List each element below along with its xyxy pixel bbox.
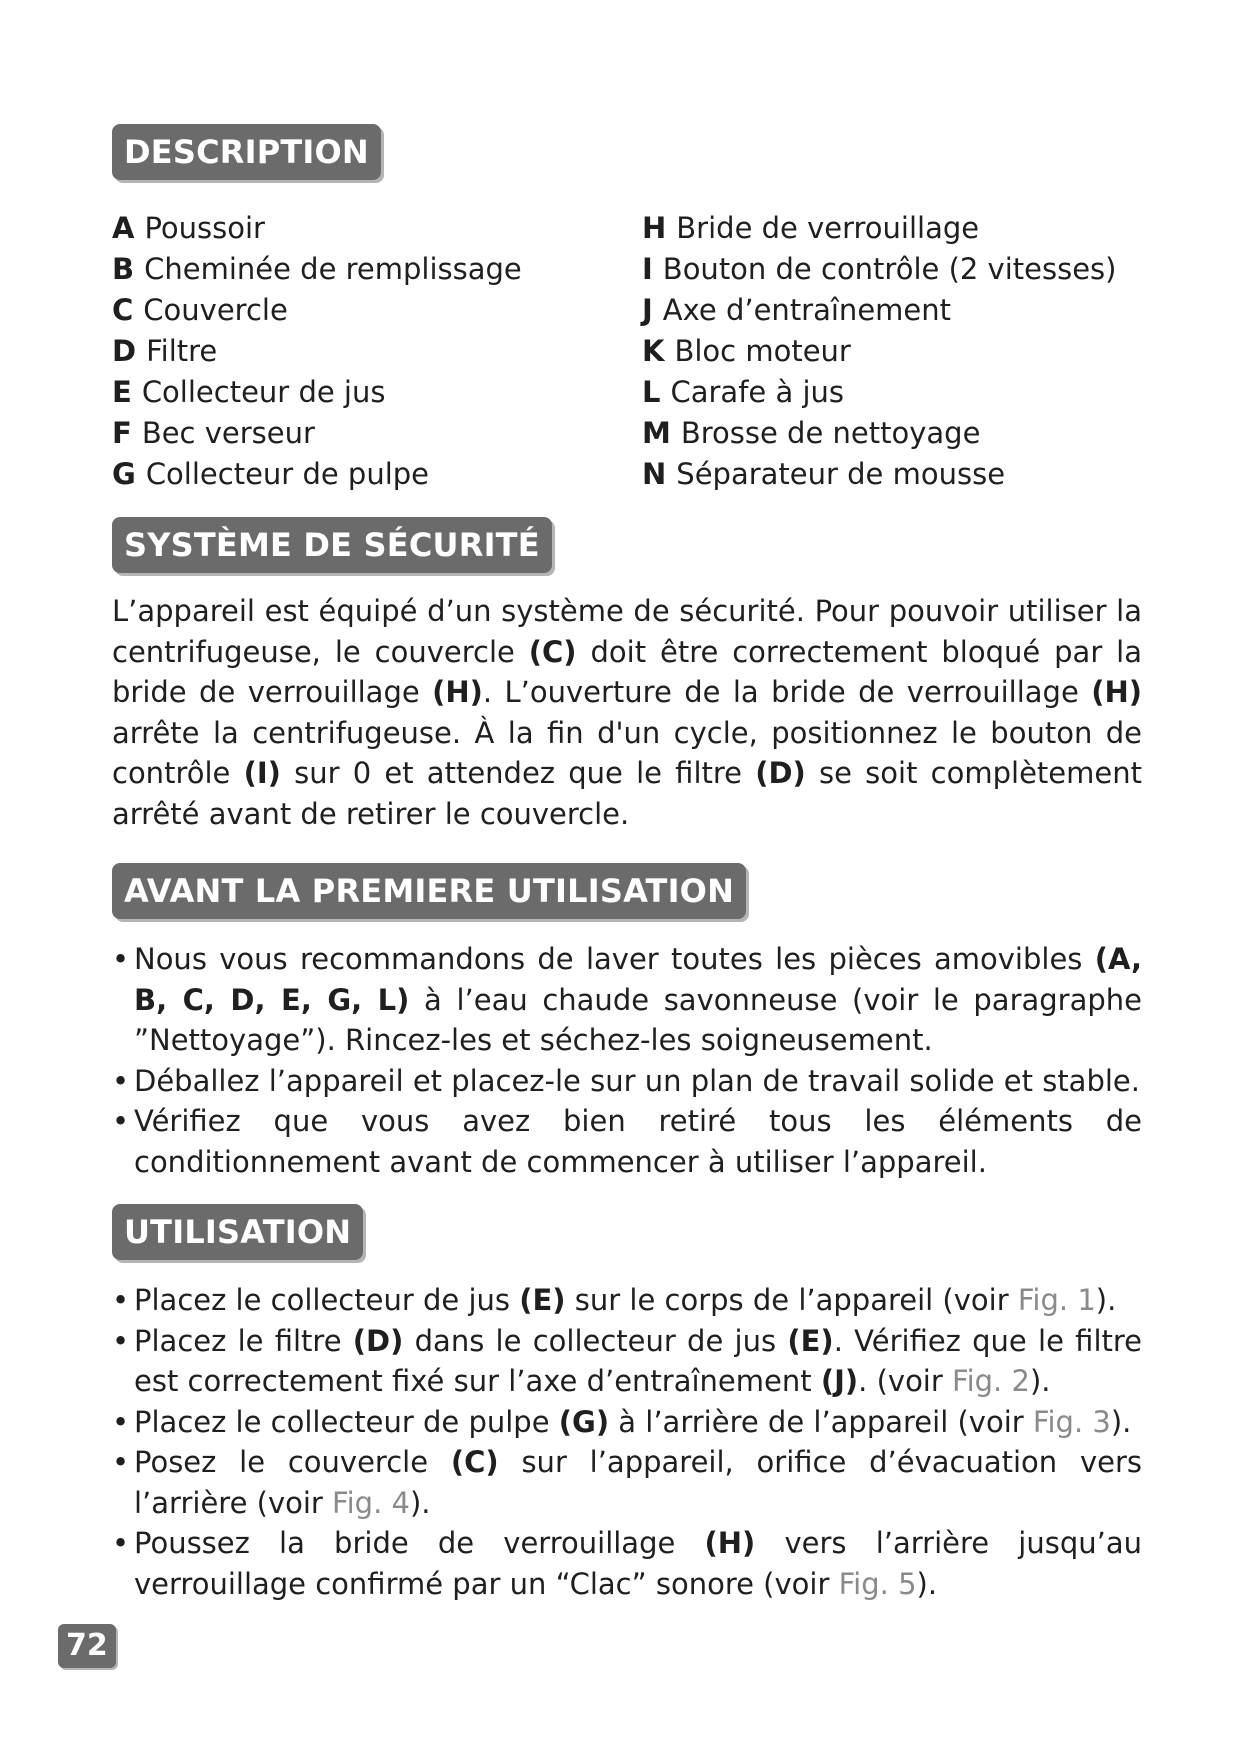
list-item <box>112 1442 1142 1523</box>
text: L’appareil est équipé d’un système de sécurité. Pour pouvoir utiliser la centrifugeuse, le couvercle <box>112 594 1142 669</box>
text: ). <box>409 1485 431 1520</box>
part-label: Brosse de nettoyage <box>680 416 981 450</box>
text: ). <box>1029 1364 1051 1398</box>
part-item <box>642 331 1142 372</box>
text: vers l’arrière jusqu’au verrouillage confirmé par un “Clac” sonore (voir <box>134 1526 1142 1601</box>
part-letter: A <box>112 211 135 245</box>
part-letter: D <box>112 334 137 368</box>
text: Placez le collecteur de jus <box>134 1283 520 1317</box>
part-item <box>642 208 1142 249</box>
part-item <box>642 454 1142 495</box>
text: Placez le filtre <box>134 1323 353 1358</box>
part-letter: B <box>112 252 135 286</box>
part-label: Couvercle <box>143 293 288 327</box>
text: ). <box>1095 1283 1117 1317</box>
part-label: Séparateur de mousse <box>676 457 1006 491</box>
part-item <box>642 413 1142 454</box>
part-label: Bride de verrouillage <box>676 211 980 245</box>
text: Poussez la bride de verrouillage <box>134 1526 705 1560</box>
text: Déballez l’appareil et placez-le sur un plan de travail solide et stable. <box>134 1063 1140 1098</box>
part-label: Poussoir <box>144 211 265 245</box>
text: doit être correctement bloqué par la bride de verrouillage <box>112 634 1142 709</box>
part-label: Bec verseur <box>141 416 315 450</box>
before-first-use-section <box>112 863 1142 1182</box>
part-item <box>642 249 1142 290</box>
text: dans le collecteur de jus <box>403 1323 788 1358</box>
list-item <box>112 1280 1142 1321</box>
part-item <box>112 454 642 495</box>
text: à l’arrière de l’appareil (voir <box>609 1404 1033 1439</box>
before-first-use-list <box>112 939 1142 1182</box>
part-item <box>642 290 1142 331</box>
figure-reference: Fig. 5 <box>838 1566 917 1601</box>
ref-letter: (E) <box>787 1323 834 1358</box>
part-label: Bloc moteur <box>674 334 851 368</box>
usage-section <box>112 1204 1142 1604</box>
list-item <box>112 1061 1142 1102</box>
part-letter: C <box>112 293 134 327</box>
ref-letter: (A, B, C, D, E, G, L) <box>134 942 1142 1017</box>
text: . L’ouverture de la bride de verrouillage <box>482 675 1092 709</box>
usage-heading: UTILISATION <box>112 1204 363 1260</box>
list-item <box>112 1321 1142 1402</box>
part-letter: J <box>642 293 653 327</box>
text: sur le corps de l’appareil (voir <box>565 1283 1018 1317</box>
text: Vérifiez que vous avez bien retiré tous les éléments de conditionnement avant de commencer à utiliser l’appareil. <box>134 1104 1142 1179</box>
ref-letter: (G) <box>558 1404 610 1439</box>
text: sur 0 et attendez que le filtre <box>280 756 756 790</box>
description-section <box>112 124 1142 495</box>
part-item <box>112 208 642 249</box>
ref-letter: (H) <box>432 675 483 709</box>
part-item <box>112 372 642 413</box>
description-heading: DESCRIPTION <box>112 124 381 180</box>
usage-list <box>112 1280 1142 1604</box>
part-letter: E <box>112 375 132 409</box>
part-item <box>112 331 642 372</box>
text: ). <box>916 1566 938 1601</box>
ref-letter: (D) <box>755 756 806 790</box>
ref-letter: (H) <box>1091 675 1142 709</box>
part-item <box>112 413 642 454</box>
manual-page <box>112 124 1142 1604</box>
text: Placez le collecteur de pulpe <box>134 1404 559 1439</box>
part-label: Axe d’entraînement <box>662 293 951 327</box>
safety-section <box>112 517 1142 834</box>
part-letter: I <box>642 252 653 286</box>
ref-letter: (H) <box>704 1526 756 1560</box>
text: . (voir <box>858 1364 953 1398</box>
safety-heading: SYSTÈME DE SÉCURITÉ <box>112 517 552 573</box>
figure-reference: Fig. 1 <box>1017 1283 1096 1317</box>
list-item <box>112 1101 1142 1182</box>
part-letter: K <box>642 334 665 368</box>
ref-letter: (E) <box>519 1283 566 1317</box>
figure-reference: Fig. 3 <box>1032 1404 1111 1439</box>
ref-letter: (D) <box>352 1323 404 1358</box>
before-first-use-heading: AVANT LA PREMIERE UTILISATION <box>112 863 746 919</box>
part-label: Collecteur de pulpe <box>145 457 430 491</box>
part-letter: H <box>642 211 667 245</box>
part-label: Cheminée de remplissage <box>144 252 522 286</box>
ref-letter: (J) <box>820 1364 859 1398</box>
text: sur l’appareil, orifice d’évacuation vers l’arrière (voir <box>134 1445 1142 1520</box>
part-label: Collecteur de jus <box>141 375 386 409</box>
part-letter: L <box>642 375 661 409</box>
text: se soit complètement arrêté avant de retirer le couvercle. <box>112 756 1142 831</box>
ref-letter: (I) <box>243 756 281 790</box>
part-item <box>112 249 642 290</box>
part-letter: F <box>112 416 132 450</box>
text: arrête la centrifugeuse. À la fin d'un cycle, positionnez le bouton de contrôle <box>112 715 1142 790</box>
part-label: Carafe à jus <box>670 375 845 409</box>
figure-reference: Fig. 2 <box>952 1364 1030 1398</box>
part-item <box>642 372 1142 413</box>
list-item <box>112 1523 1142 1604</box>
list-item <box>112 1402 1142 1443</box>
text: Posez le couvercle <box>134 1445 451 1479</box>
text: à l’eau chaude savonneuse (voir le paragraphe ”Nettoyage”). Rincez-les et séchez-les soigneusement. <box>134 982 1142 1057</box>
list-item <box>112 939 1142 1061</box>
part-label: Bouton de contrôle (2 vitesses) <box>662 252 1117 286</box>
text: Nous vous recommandons de laver toutes les pièces amovibles <box>134 942 1095 976</box>
part-letter: N <box>642 457 667 491</box>
part-item <box>112 290 642 331</box>
text: . Vérifiez que le filtre est correctement fixé sur l’axe d’entraînement <box>134 1323 1142 1398</box>
safety-paragraph <box>112 591 1142 834</box>
part-letter: M <box>642 416 671 450</box>
parts-list-right <box>642 208 1142 495</box>
ref-letter: (C) <box>450 1445 499 1479</box>
part-letter: G <box>112 457 136 491</box>
parts-list <box>112 208 1142 495</box>
figure-reference: Fig. 4 <box>332 1485 410 1520</box>
parts-list-left <box>112 208 642 495</box>
text: ). <box>1110 1404 1132 1439</box>
ref-letter: (C) <box>528 634 577 669</box>
page-number: 72 <box>58 1624 116 1668</box>
part-label: Filtre <box>146 334 218 368</box>
